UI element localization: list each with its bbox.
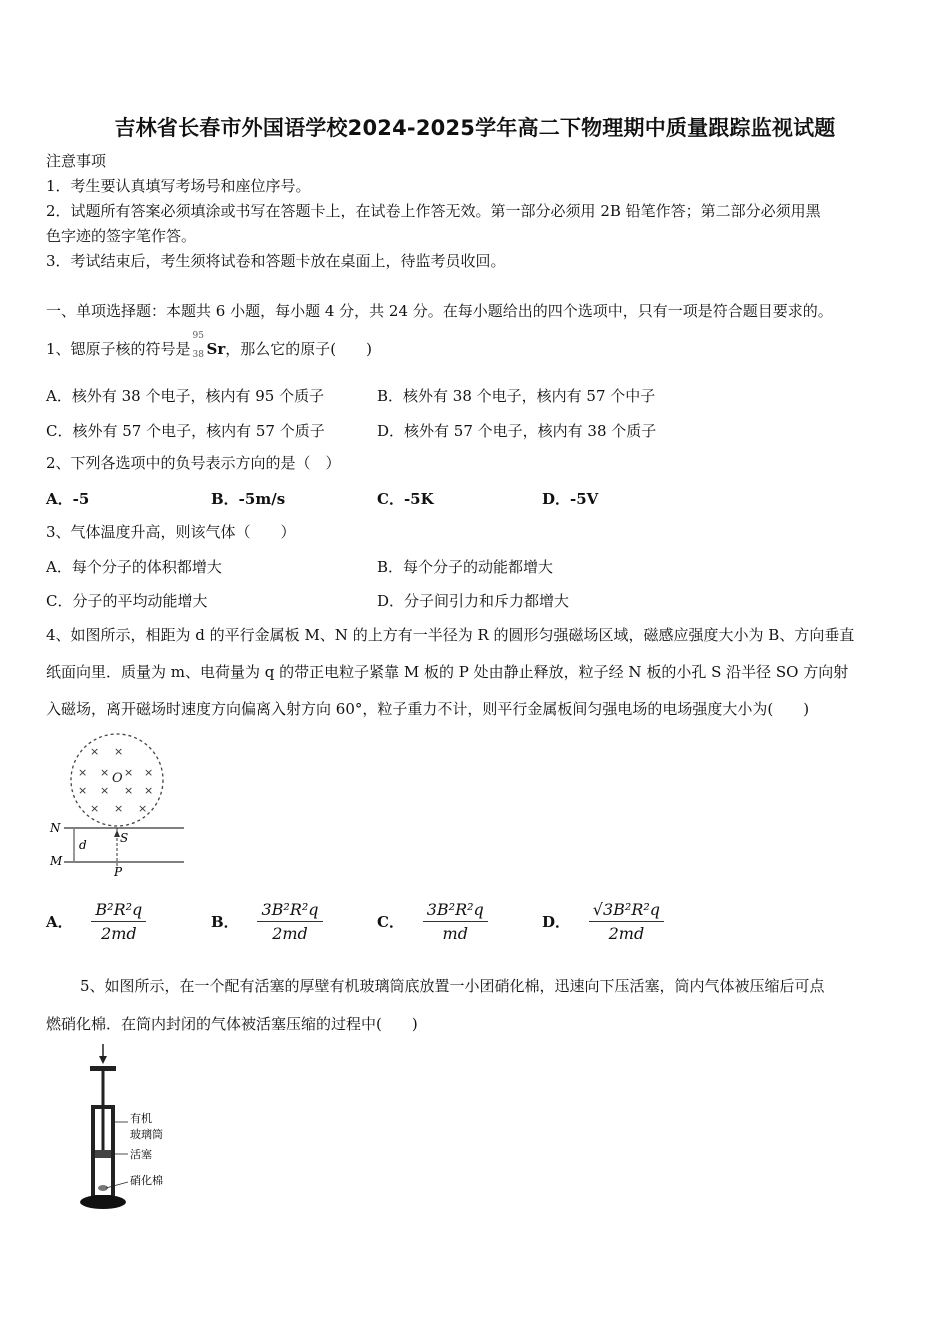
q1-option-a: A．核外有 38 个电子，核内有 95 个质子 bbox=[46, 387, 325, 405]
q2-stem: 2、下列各选项中的负号表示方向的是（ ） bbox=[46, 454, 341, 472]
notice-item-3: 3．考试结束后，考生须将试卷和答题卡放在桌面上，待监考员收回。 bbox=[46, 252, 506, 270]
q1-symbol: Sr bbox=[206, 340, 226, 358]
svg-text:×: × bbox=[78, 766, 88, 779]
q5-stem-line-1: 5、如图所示，在一个配有活塞的厚壁有机玻璃筒底放置一小团硝化棉，迅速向下压活塞，筒内气体被压缩后可点 bbox=[80, 977, 825, 995]
q1-stem: 1、锶原子核的符号是 95 38 Sr，那么它的原子( ) bbox=[46, 338, 372, 360]
svg-text:×: × bbox=[144, 784, 154, 797]
notice-item-1: 1．考生要认真填写考场号和座位序号。 bbox=[46, 177, 311, 195]
section-heading: 一、单项选择题：本题共 6 小题，每小题 4 分，共 24 分。在每小题给出的四个选项中，只有一项是符合题目要求的。 bbox=[46, 302, 833, 320]
svg-text:×: × bbox=[114, 745, 124, 758]
q1-atomic-number: 38 bbox=[192, 350, 204, 360]
q3-option-c: C．分子的平均动能增大 bbox=[46, 592, 208, 610]
q4-stem-line-2: 纸面向里．质量为 m、电荷量为 q 的带正电粒子紧靠 M 板的 P 处由静止释放，粒子经 N 板的小孔 S 沿半径 SO 方向射 bbox=[46, 663, 849, 681]
q4-stem-line-1: 4、如图所示，相距为 d 的平行金属板 M、N 的上方有一半径为 R 的圆形匀强磁场区域，磁感应强度大小为 B、方向垂直 bbox=[46, 626, 855, 644]
arrow-down-icon bbox=[99, 1056, 107, 1064]
svg-text:×: × bbox=[138, 802, 148, 815]
q5-figure bbox=[76, 1042, 186, 1212]
fig-label-d: d bbox=[79, 838, 87, 852]
q1-option-d: D．核外有 57 个电子，核内有 38 个质子 bbox=[377, 422, 657, 440]
q1-mass-number: 95 bbox=[192, 331, 204, 341]
q4-option-d: D． $\frac{\text{√3B²R²q}}{2md}$ bbox=[542, 900, 664, 943]
svg-text:×: × bbox=[114, 802, 124, 815]
q4-option-a: A． $\frac{\text{B²R²q}}{2md}$ bbox=[46, 900, 146, 943]
q2-option-a: A．-5 bbox=[46, 490, 90, 508]
svg-text:×: × bbox=[100, 784, 110, 797]
page-title: 吉林省长春市外国语学校2024-2025学年高二下物理期中质量跟踪监视试题 bbox=[114, 116, 836, 140]
fig-label-p: P bbox=[114, 865, 123, 877]
q4-stem-line-3: 入磁场，离开磁场时速度方向偏离入射方向 60°，粒子重力不计，则平行金属板间匀强电场的电场强度大小为( ) bbox=[46, 700, 810, 718]
svg-text:×: × bbox=[144, 766, 154, 779]
q4-option-c: C． $\frac{\text{3B²R²q}}{md}$ bbox=[377, 900, 488, 943]
fig-label-o: O bbox=[112, 771, 123, 786]
piston bbox=[95, 1150, 111, 1158]
q1-option-b: B．核外有 38 个电子，核内有 57 个中子 bbox=[377, 387, 656, 405]
fig-label-n: N bbox=[50, 821, 61, 835]
q2-option-b: B．-5m/s bbox=[211, 490, 286, 508]
fig-label-m: M bbox=[50, 854, 63, 868]
fig-label-cotton: 硝化棉 bbox=[130, 1174, 163, 1187]
q3-option-b: B．每个分子的动能都增大 bbox=[377, 558, 554, 576]
fig-label-piston: 活塞 bbox=[130, 1148, 152, 1161]
notice-heading: 注意事项 bbox=[46, 152, 107, 170]
piston-handle bbox=[90, 1066, 116, 1071]
fig-label-glass-tube: 玻璃筒 bbox=[130, 1128, 163, 1141]
fig-label-s: S bbox=[120, 831, 129, 845]
q1-option-c: C．核外有 57 个电子，核内有 57 个质子 bbox=[46, 422, 325, 440]
svg-text:×: × bbox=[100, 766, 110, 779]
fig-label-organic: 有机 bbox=[130, 1112, 152, 1125]
q5-stem-line-2: 燃硝化棉．在筒内封闭的气体被活塞压缩的过程中( ) bbox=[46, 1015, 418, 1033]
svg-text:×: × bbox=[90, 802, 100, 815]
q3-option-a: A．每个分子的体积都增大 bbox=[46, 558, 222, 576]
q4-option-b: B． $\frac{\text{3B²R²q}}{2md}$ bbox=[211, 900, 323, 943]
base bbox=[80, 1195, 126, 1209]
svg-text:×: × bbox=[78, 784, 88, 797]
notice-item-2-cont: 色字迹的签字笔作答。 bbox=[46, 227, 197, 245]
svg-text:×: × bbox=[124, 766, 134, 779]
svg-text:×: × bbox=[90, 745, 100, 758]
q3-stem: 3、气体温度升高，则该气体（ ） bbox=[46, 523, 296, 541]
q2-option-d: D．-5V bbox=[542, 490, 599, 508]
q2-option-c: C．-5K bbox=[377, 490, 434, 508]
notice-item-2: 2．试题所有答案必须填涂或书写在答题卡上，在试卷上作答无效。第一部分必须用 2B 铅笔作答；第二部分必须用黑 bbox=[46, 202, 821, 220]
q4-figure bbox=[44, 732, 194, 877]
svg-text:×: × bbox=[124, 784, 134, 797]
q3-option-d: D．分子间引力和斥力都增大 bbox=[377, 592, 570, 610]
